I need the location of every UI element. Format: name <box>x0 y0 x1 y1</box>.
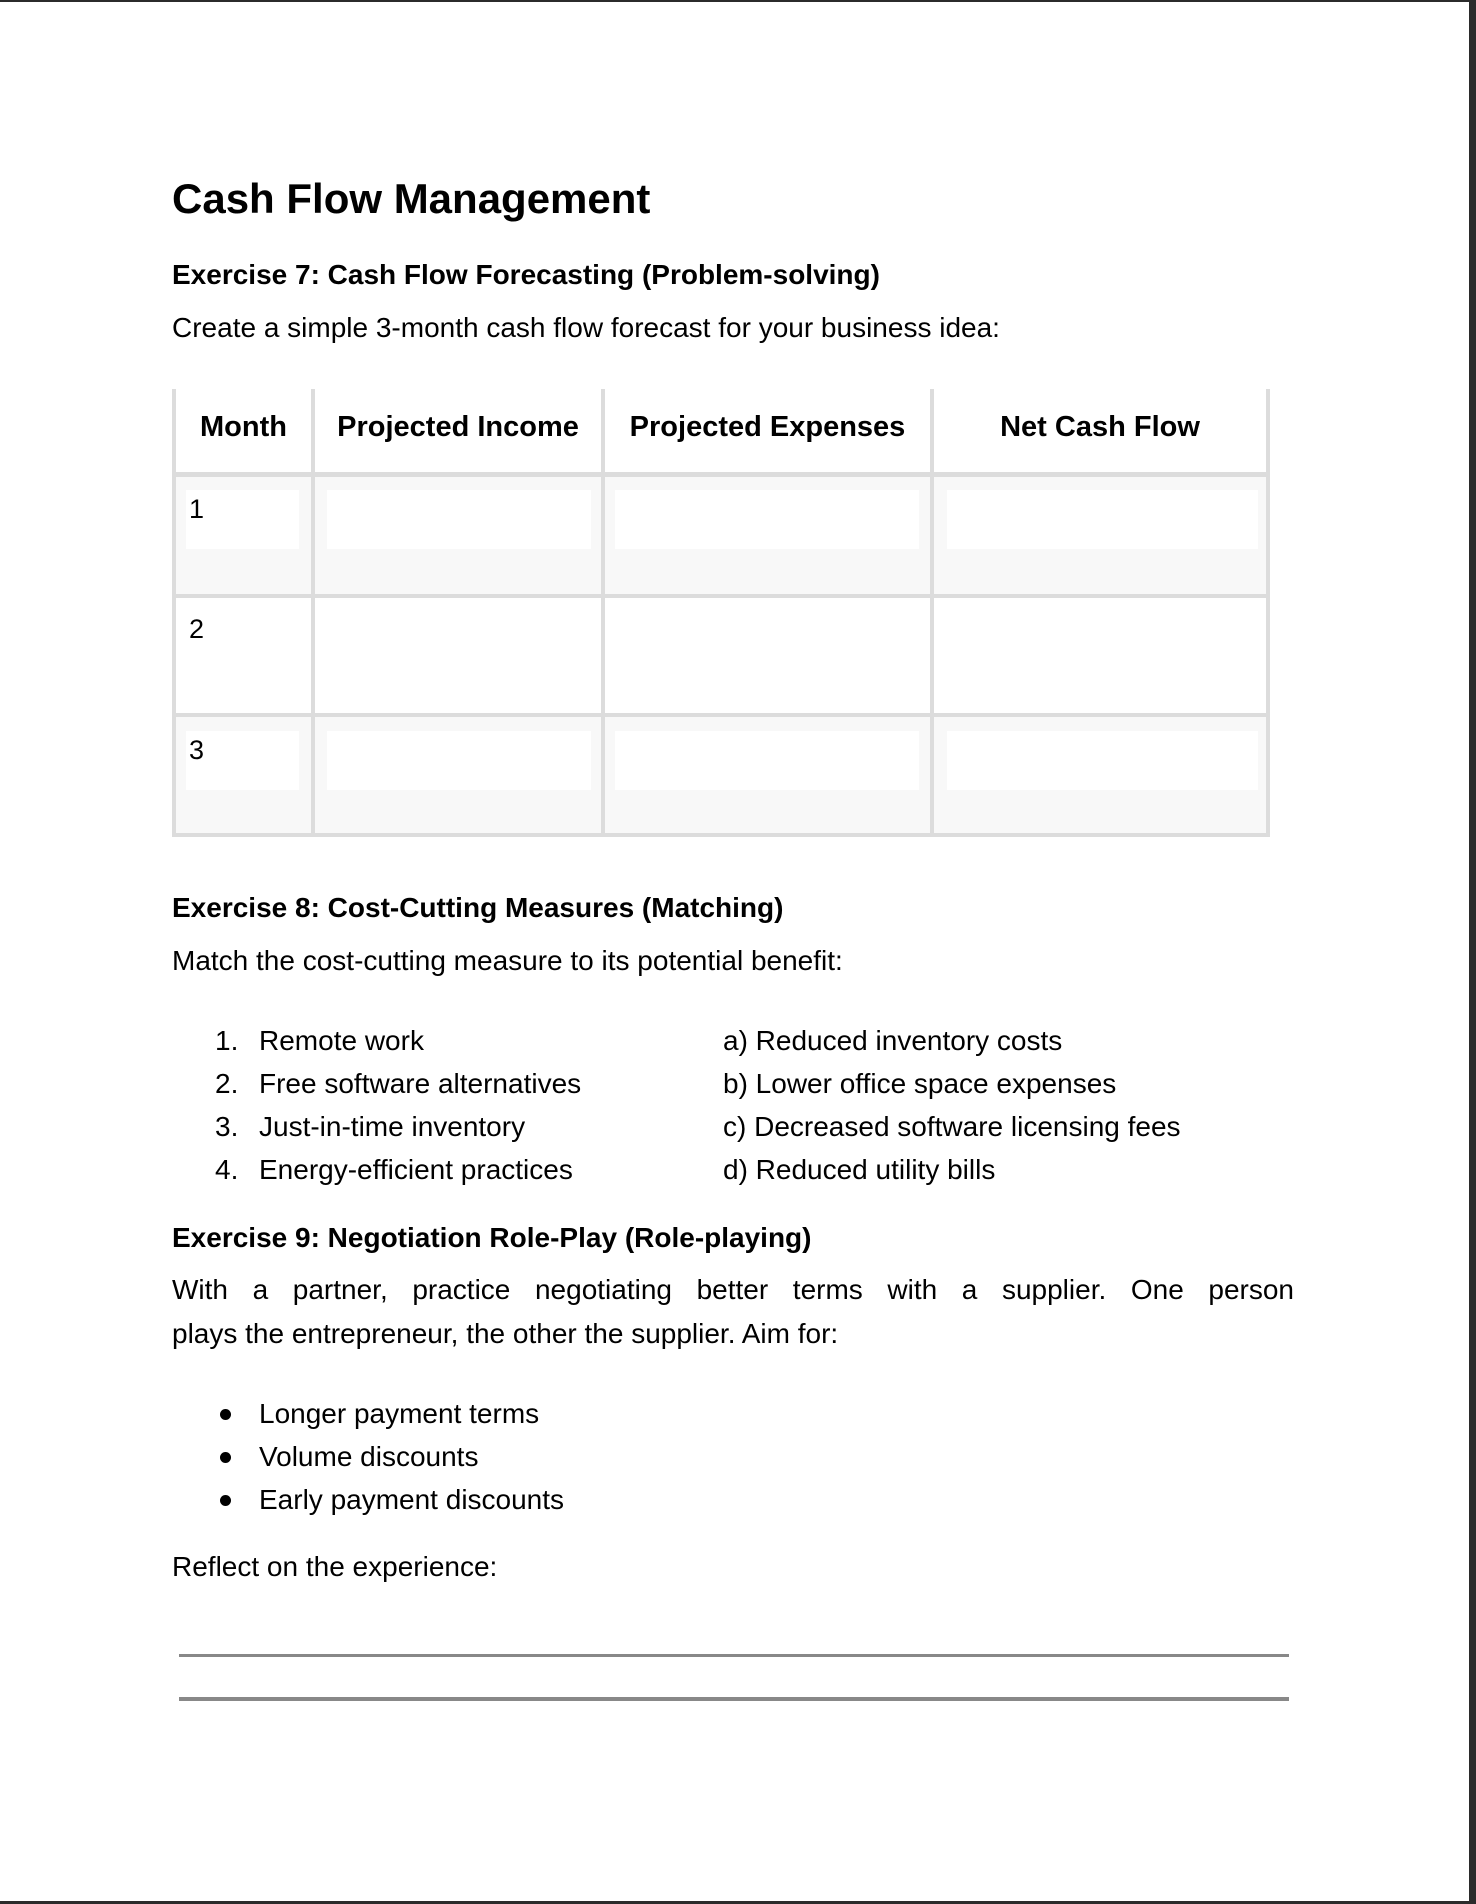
benefit-item: b) Lower office space expenses <box>723 1068 1117 1099</box>
table-row-divider <box>172 594 1270 598</box>
exercise-7-instruction: Create a simple 3-month cash flow forecast for your business idea: <box>172 312 1000 343</box>
benefit-item: c) Decreased software licensing fees <box>723 1111 1181 1142</box>
table-border-bottom <box>172 833 1270 837</box>
table-border-left <box>172 389 176 837</box>
list-item-text: Free software alternatives <box>259 1068 582 1099</box>
table-row-divider <box>172 713 1270 717</box>
column-header-month: Month <box>200 411 287 443</box>
month-3-income-input[interactable] <box>327 731 591 790</box>
list-item-number: 3. <box>215 1111 239 1142</box>
answer-line-2[interactable] <box>179 1697 1289 1701</box>
exercise-8-instruction: Match the cost-cutting measure to its potential benefit: <box>172 945 843 976</box>
window-frame-top <box>0 0 1476 2</box>
table-border-right <box>1266 389 1270 837</box>
exercise-9-instruction-line-1: With a partner, practice negotiating better terms with a supplier. One person <box>172 1274 1294 1305</box>
month-1-expenses-input[interactable] <box>615 490 919 549</box>
benefit-item: a) Reduced inventory costs <box>723 1025 1063 1056</box>
month-3-expenses-input[interactable] <box>615 731 919 790</box>
bullet-icon <box>220 1452 231 1463</box>
benefit-item: d) Reduced utility bills <box>723 1154 996 1185</box>
reflect-prompt: Reflect on the experience: <box>172 1551 498 1582</box>
list-item-number: 4. <box>215 1154 239 1185</box>
month-2-label: 2 <box>189 614 205 644</box>
list-item-number: 1. <box>215 1025 239 1056</box>
window-frame-right <box>1469 0 1476 1904</box>
month-3-label: 3 <box>189 735 205 765</box>
month-3-net-input[interactable] <box>947 731 1258 790</box>
table-column-divider <box>601 389 605 837</box>
column-header-projected-expenses: Projected Expenses <box>629 411 906 443</box>
bullet-icon <box>220 1409 231 1420</box>
column-header-net-cash-flow: Net Cash Flow <box>1000 411 1200 443</box>
table-header-divider <box>172 472 1270 477</box>
month-1-income-input[interactable] <box>327 490 591 549</box>
cash-flow-forecast-table <box>172 389 1270 837</box>
month-2-net-input[interactable] <box>936 599 1266 713</box>
list-item-number: 2. <box>215 1068 239 1099</box>
exercise-9-heading: Exercise 9: Negotiation Role-Play (Role-playing) <box>172 1222 812 1253</box>
column-header-projected-income: Projected Income <box>337 411 579 443</box>
page-title: Cash Flow Management <box>172 175 651 222</box>
table-column-divider <box>930 389 934 837</box>
bullet-icon <box>220 1495 231 1506</box>
exercise-9-instruction-line-2: plays the entrepreneur, the other the supplier. Aim for: <box>172 1318 839 1349</box>
exercise-7-heading: Exercise 7: Cash Flow Forecasting (Problem-solving) <box>172 259 880 290</box>
month-1-label: 1 <box>189 494 205 524</box>
month-2-expenses-input[interactable] <box>607 599 932 713</box>
list-item-text: Early payment discounts <box>259 1484 565 1515</box>
month-2-income-input[interactable] <box>317 599 603 713</box>
list-item-text: Remote work <box>259 1025 424 1056</box>
table-column-divider <box>311 389 315 837</box>
list-item-text: Just-in-time inventory <box>259 1111 526 1142</box>
list-item-text: Longer payment terms <box>259 1398 540 1429</box>
exercise-8-heading: Exercise 8: Cost-Cutting Measures (Matching) <box>172 892 784 923</box>
list-item-text: Volume discounts <box>259 1441 479 1472</box>
list-item-text: Energy-efficient practices <box>259 1154 573 1185</box>
month-1-net-input[interactable] <box>947 490 1258 549</box>
answer-line-1[interactable] <box>179 1654 1289 1657</box>
